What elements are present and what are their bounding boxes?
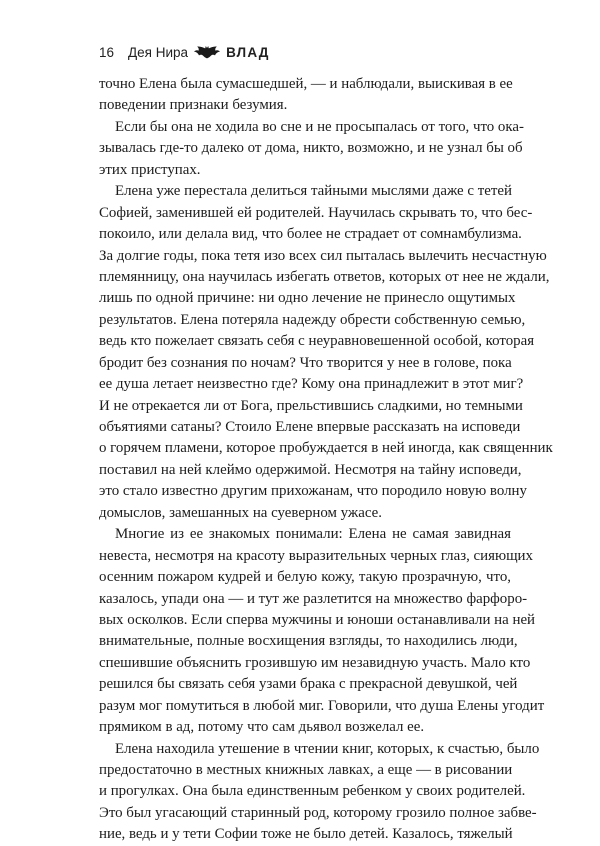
text-line: вых осколков. Если сперва мужчины и юноши останавливали на ней xyxy=(99,611,536,628)
text-line: И не отрекается ли от Бога, прельстившись сладкими, но темными xyxy=(99,397,523,414)
bat-icon xyxy=(194,45,220,59)
text-line: казалось, упади она — и тут же разлетится на множество фарфоро- xyxy=(99,590,528,607)
text-line: спешившие объяснить грозившую им незавидную участь. Мало кто xyxy=(99,654,531,671)
text-line: Елена находила утешение в чтении книг, которых, к счастью, было xyxy=(115,740,540,757)
text-line: невеста, несмотря на красоту выразительных черных глаз, сияющих xyxy=(99,547,533,564)
text-line: прямиком в ад, потому что сам дьявол возжелал ее. xyxy=(99,719,425,736)
text-line: о горячем пламени, которое пробуждается в ней иногда, как священник xyxy=(99,440,553,457)
text-line: Если бы она не ходила во сне и не просыпалась от того, что ока- xyxy=(115,118,524,135)
text-line: Это был угасающий старинный род, которому грозило полное забве- xyxy=(99,804,537,821)
text-line: домыслов, замешанных на суеверном ужасе. xyxy=(99,504,382,521)
text-line: племянницу, она научилась избегать ответов, которых от нее не ждали, xyxy=(99,268,550,285)
text-line: За долгие годы, пока тетя изо всех сил пыталась вылечить несчастную xyxy=(99,247,547,264)
body-text xyxy=(99,74,553,846)
text-line: осенним пожаром кудрей и белую кожу, такую прозрачную, что, xyxy=(99,569,511,586)
text-line: решился бы связать себя узами брака с прекрасной девушкой, чей xyxy=(99,676,518,693)
text-line: это стало известно другим прихожанам, что породило новую волну xyxy=(99,483,527,500)
text-line: ние, ведь и у тети Софии тоже не было детей. Казалось, тяжелый xyxy=(99,826,513,843)
text-line: разум мог помутиться в любой миг. Говорили, что душа Елены угодит xyxy=(99,697,545,714)
text-line: Елена уже перестала делиться тайными мыслями даже с тетей xyxy=(115,183,512,200)
text-line: ее душа летает неизвестно где? Кому она принадлежит в этот миг? xyxy=(99,376,524,393)
text-line: покоило, или делала вид, что более не страдает от сомнамбулизма. xyxy=(99,226,522,243)
text-line: этих приступах. xyxy=(99,161,201,178)
text-line: объятиями сатаны? Стоило Елене впервые рассказать на исповеди xyxy=(99,419,521,435)
text-line: внимательные, полные восхищения взгляды, то находились люди, xyxy=(99,633,518,650)
text-line: зывалась где-то далеко от дома, никто, возможно, и не узнал бы об xyxy=(99,140,523,157)
text-line: поведении признаки безумия. xyxy=(99,97,288,114)
text-line: Многие из ее знакомых понимали: Елена не самая завидная xyxy=(115,526,511,543)
page-number: 16 xyxy=(99,44,115,60)
author-name: Дея Нира xyxy=(128,44,189,60)
text-line: и прогулках. Она была единственным ребенком у своих родителей. xyxy=(99,783,526,800)
text-line: лишь по одной причине: ни одно лечение не принесло ощутимых xyxy=(99,290,516,307)
text-line: поставил на ней клеймо одержимой. Несмотря на тайну исповеди, xyxy=(99,461,522,478)
running-header xyxy=(99,42,270,62)
text-line: предостаточно в местных книжных лавках, а еще — в рисовании xyxy=(99,762,513,778)
text-line: Софией, заменившей ей родителей. Научилась скрывать то, что бес- xyxy=(99,204,533,221)
text-line: бродит без сознания по ночам? Что творится у нее в голове, пока xyxy=(99,354,512,371)
text-line: результатов. Елена потеряла надежду обрести собственную семью, xyxy=(99,311,526,328)
book-title: ВЛАД xyxy=(226,44,270,60)
text-line: точно Елена была сумасшедшей, — и наблюдали, выискивая в ее xyxy=(99,76,513,92)
text-line: ведь кто пожелает связать себя с неуравновешенной особой, которая xyxy=(99,333,535,350)
